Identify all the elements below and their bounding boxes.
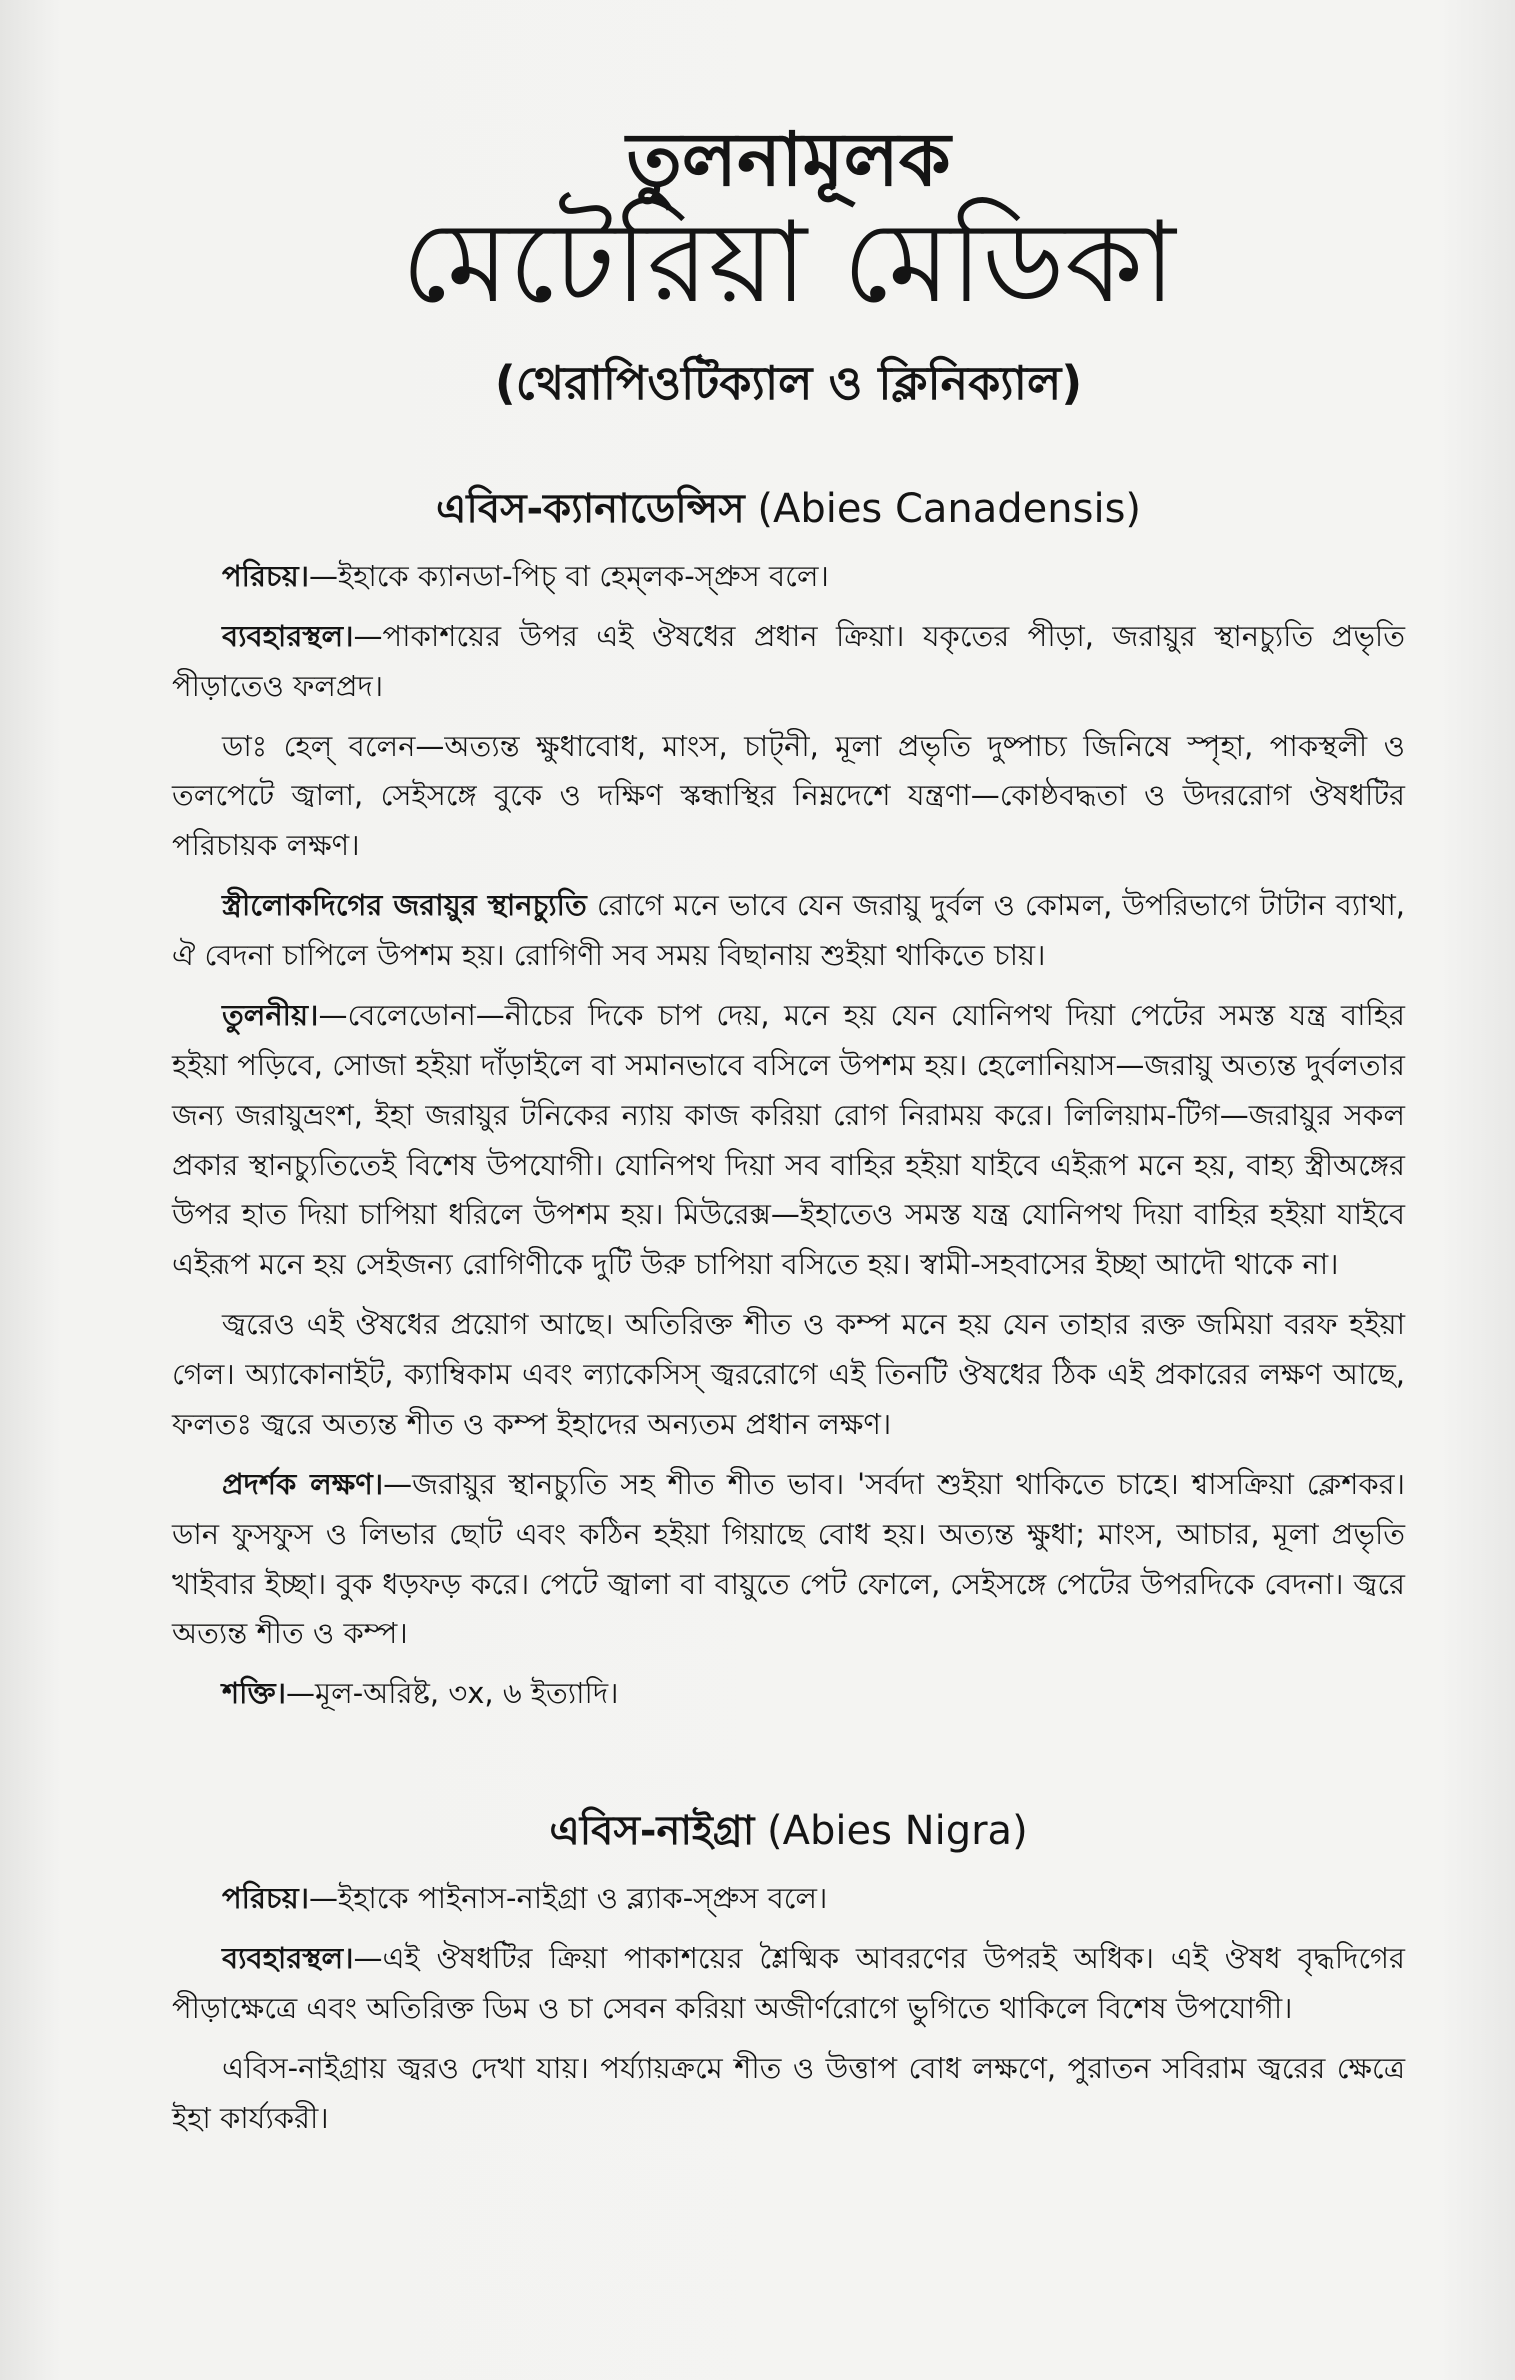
paragraph-text: —এই ঔষধটির ক্রিয়া পাকাশয়ের শ্লৈষ্মিক আবরণের উপরই অধিক। এই ঔষধ বৃদ্ধদিগের পীড়াক্ষেত্রে এবং অতিরিক্ত ডিম ও চা সেবন করিয়া অজীর্ণরোগে ভুগিতে থাকিলে বিশেষ উপযোগী। [172, 1941, 1405, 2025]
paragraph [172, 881, 1405, 981]
paragraph [172, 552, 1405, 602]
paragraph [172, 1300, 1405, 1450]
paragraph [172, 1934, 1405, 2034]
paragraph-text: —মূল-অরিষ্ট, ৩x, ৬ ইত্যাদি। [286, 1676, 619, 1711]
section-abies-canadensis [172, 477, 1405, 1719]
paragraph-text: ডাঃ হেল্ বলেন—অত্যন্ত ক্ষুধাবোধ, মাংস, চাট্নী, মূলা প্রভৃতি দুষ্পাচ্য জিনিষে স্পৃহা, পাকস্থলী ও তলপেটে জ্বালা, সেইসঙ্গে বুকে ও দক্ষিণ স্কন্ধাস্থির নিম্নদেশে যন্ত্রণা—কোষ্ঠবদ্ধতা ও উদররোগ ঔষধটির পরিচায়ক লক্ষণ। [172, 728, 1405, 863]
paragraph-label: তুলনীয়। [222, 997, 319, 1032]
section-heading [172, 1799, 1405, 1866]
paragraph-text: —বেলেডোনা—নীচের দিকে চাপ দেয়, মনে হয় যেন যোনিপথ দিয়া পেটের সমস্ত যন্ত্র বাহির হইয়া পড়িবে, সোজা হইয়া দাঁড়াইলে বা সমানভাবে বসিলে উপশম হয়। হেলোনিয়াস—জরায়ু অত্যন্ত দুর্বলতার জন্য জরায়ুভ্রংশ, ইহা জরায়ুর টনিকের ন্যায় কাজ করিয়া রোগ নিরাময় করে। লিলিয়াম-টিগ—জরায়ুর সকল প্রকার স্থানচ্যুতিতেই বিশেষ উপযোগী। যোনিপথ দিয়া সব বাহির হইয়া যাইবে এইরূপ মনে হয়, বাহ্য স্ত্রীঅঙ্গের উপর হাত দিয়া চাপিয়া ধরিলে উপশম হয়। মিউরেক্স—ইহাতেও সমস্ত যন্ত্র যোনিপথ দিয়া বাহির হইয়া যাইবে এইরূপ মনে হয় সেইজন্য রোগিণীকে দুটি উরু চাপিয়া বসিতে হয়। স্বামী-সহবাসের ইচ্ছা আদৌ থাকে না। [172, 997, 1405, 1282]
paragraph-text: —জরায়ুর স্থানচ্যুতি সহ শীত শীত ভাব। 'সর্বদা শুইয়া থাকিতে চাহে। শ্বাসক্রিয়া ক্লেশকর। ডান ফুসফুস ও লিভার ছোট এবং কঠিন হইয়া গিয়াছে বোধ হয়। অত্যন্ত ক্ষুধা; মাংস, আচার, মূলা প্রভৃতি খাইবার ইচ্ছা। বুক ধড়ফড় করে। পেটে জ্বালা বা বায়ুতে পেট ফোলে, সেইসঙ্গে পেটের উপরদিকে বেদনা। জ্বরে অত্যন্ত শীত ও কম্প। [172, 1466, 1405, 1651]
paragraph-text: রোগে মনে ভাবে যেন জরায়ু দুর্বল ও কোমল, উপরিভাগে টাটান ব্যাথা, ঐ বেদনা চাপিলে উপশম হয়। রোগিণী সব সময় বিছানায় শুইয়া থাকিতে চায়। [172, 888, 1405, 973]
section-heading [172, 477, 1405, 544]
paragraph-text: এবিস-নাইগ্রায় জ্বরও দেখা যায়। পর্য্যায়ক্রমে শীত ও উত্তাপ বোধ লক্ষণে, পুরাতন সবিরাম জ্বরের ক্ষেত্রে ইহা কার্য্যকরী। [172, 2050, 1405, 2135]
paragraph [172, 722, 1405, 872]
book-subtitle: (থেরাপিওটিক্যাল ও ক্লিনিক্যাল) [494, 355, 1083, 410]
section-title-latin: (Abies Canadensis) [757, 485, 1142, 532]
book-title-main: মেটেরিয়া মেডিকা [401, 198, 1176, 329]
paragraph [172, 612, 1405, 712]
paragraph [172, 1874, 1405, 1924]
paragraph-text: —ইহাকে পাইনাস-নাইগ্রা ও ব্ল্যাক-স্প্রুস বলে। [309, 1881, 828, 1916]
paragraph-label: শক্তি। [222, 1676, 286, 1711]
paragraph-label: পরিচয়। [222, 1881, 310, 1916]
section-title-bengali: এবিস-নাইগ্রা [549, 1808, 755, 1855]
section-title-bengali: এবিস-ক্যানাডেন্সিস [435, 485, 745, 532]
paragraph-label: পরিচয়। [222, 558, 310, 593]
paragraph-text: —পাকাশয়ের উপর এই ঔষধের প্রধান ক্রিয়া। যকৃতের পীড়া, জরায়ুর স্থানচ্যুতি প্রভৃতি পীড়াতেও ফলপ্রদ। [172, 618, 1405, 703]
paragraph-label: স্ত্রীলোকদিগের জরায়ুর স্থানচ্যুতি [222, 888, 587, 923]
paragraph-label: ব্যবহারস্থল। [222, 1941, 354, 1976]
book-title-top: তুলনামূলক [626, 117, 951, 203]
paragraph-text: জ্বরেও এই ঔষধের প্রয়োগ আছে। অতিরিক্ত শীত ও কম্প মনে হয় যেন তাহার রক্ত জমিয়া বরফ হইয়া গেল। অ্যাকোনাইট, ক্যাম্বিকাম এবং ল্যাকেসিস্ জ্বররোগে এই তিনটি ঔষধের ঠিক এই প্রকারের লক্ষণ আছে, ফলতঃ জ্বরে অত্যন্ত শীত ও কম্প ইহাদের অন্যতম প্রধান লক্ষণ। [172, 1307, 1405, 1441]
paragraph-label: ব্যবহারস্থল। [222, 618, 354, 653]
paragraph [172, 991, 1405, 1290]
paragraph [172, 2044, 1405, 2144]
paragraph [172, 1669, 1405, 1719]
section-title-latin: (Abies Nigra) [767, 1808, 1028, 1855]
paragraph-text: —ইহাকে ক্যানডা-পিচ্ বা হেম্‌লক-স্প্রুস বলে। [309, 558, 829, 593]
section-abies-nigra [172, 1799, 1405, 2143]
paragraph-label: প্রদর্শক লক্ষণ। [222, 1466, 384, 1501]
paragraph [172, 1460, 1405, 1660]
